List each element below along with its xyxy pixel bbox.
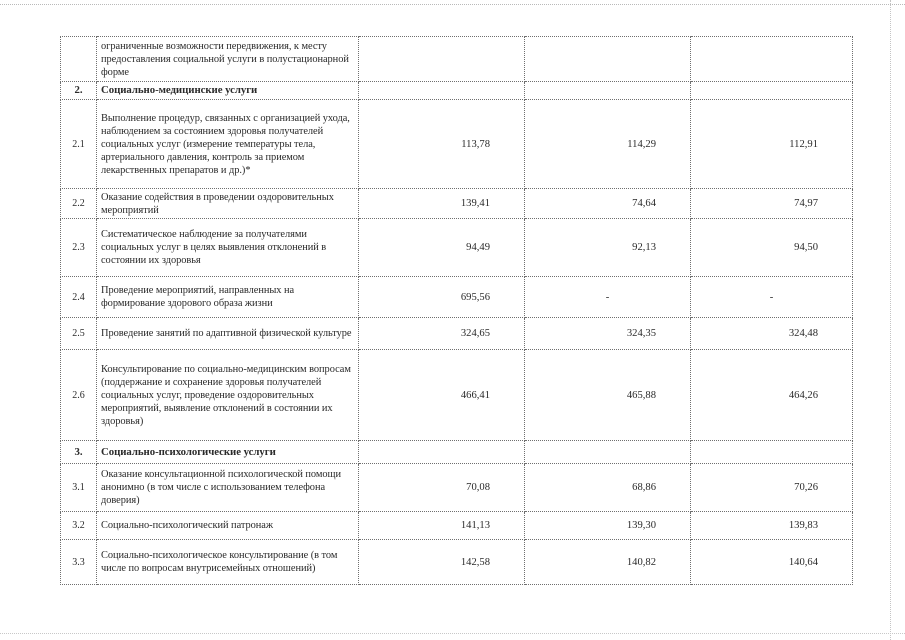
section-row (61, 82, 853, 100)
row-number: 2.5 (61, 318, 97, 350)
value-col-2 (525, 37, 691, 82)
table-row (61, 100, 853, 189)
value-col-2: 139,30 (525, 512, 691, 540)
value-col-3: 112,91 (691, 100, 853, 189)
table-row (61, 318, 853, 350)
service-name: Оказание консультационной психологической помощи анонимно (в том числе с использованием телефона доверия) (97, 464, 359, 512)
page-edge-top (0, 4, 905, 5)
row-number: 3.1 (61, 464, 97, 512)
value-col-1 (359, 441, 525, 464)
value-col-1: 113,78 (359, 100, 525, 189)
service-name: Выполнение процедур, связанных с организацией ухода, наблюдением за состоянием здоровья получателей социальных услуг (измерение температуры тела, артериального давления, контроль за приемом лекарственных препаратов и др.)* (97, 100, 359, 189)
value-col-3 (691, 82, 853, 100)
row-number: 2.6 (61, 350, 97, 441)
value-col-2: 114,29 (525, 100, 691, 189)
section-title: Социально-психологические услуги (97, 441, 359, 464)
value-col-1: 141,13 (359, 512, 525, 540)
value-col-1 (359, 82, 525, 100)
row-number (61, 37, 97, 82)
row-number: 3.3 (61, 540, 97, 585)
value-col-3: 324,48 (691, 318, 853, 350)
section-number: 3. (61, 441, 97, 464)
value-col-1: 466,41 (359, 350, 525, 441)
value-col-1: 695,56 (359, 277, 525, 318)
row-number: 2.3 (61, 219, 97, 277)
value-col-2: 324,35 (525, 318, 691, 350)
value-col-1 (359, 37, 525, 82)
value-col-3 (691, 441, 853, 464)
value-col-3: 140,64 (691, 540, 853, 585)
value-col-3: 94,50 (691, 219, 853, 277)
service-name: Социально-психологический патронаж (97, 512, 359, 540)
table-row (61, 219, 853, 277)
value-col-3: 464,26 (691, 350, 853, 441)
value-col-2: 74,64 (525, 189, 691, 219)
table-row (61, 512, 853, 540)
service-name: Проведение мероприятий, направленных на формирование здорового образа жизни (97, 277, 359, 318)
table-row (61, 540, 853, 585)
value-col-1: 70,08 (359, 464, 525, 512)
row-number: 2.2 (61, 189, 97, 219)
value-col-2 (525, 441, 691, 464)
row-number: 3.2 (61, 512, 97, 540)
value-col-2: - (525, 277, 691, 318)
value-col-3: 70,26 (691, 464, 853, 512)
table-row (61, 464, 853, 512)
value-col-2: 465,88 (525, 350, 691, 441)
value-col-2: 140,82 (525, 540, 691, 585)
table-row (61, 37, 853, 82)
service-name: Оказание содействия в проведении оздоровительных мероприятий (97, 189, 359, 219)
table-row (61, 350, 853, 441)
value-col-1: 142,58 (359, 540, 525, 585)
table-row (61, 189, 853, 219)
value-col-2: 68,86 (525, 464, 691, 512)
value-col-2: 92,13 (525, 219, 691, 277)
service-name: Систематическое наблюдение за получателями социальных услуг в целях выявления отклонений в состоянии их здоровья (97, 219, 359, 277)
section-title: Социально-медицинские услуги (97, 82, 359, 100)
value-col-1: 139,41 (359, 189, 525, 219)
service-name: ограниченные возможности передвижения, к месту предоставления социальной услуги в полустационарной форме (97, 37, 359, 82)
value-col-1: 324,65 (359, 318, 525, 350)
value-col-3 (691, 37, 853, 82)
value-col-3: - (691, 277, 853, 318)
row-number: 2.4 (61, 277, 97, 318)
row-number: 2.1 (61, 100, 97, 189)
value-col-3: 74,97 (691, 189, 853, 219)
page-edge-bottom (0, 633, 905, 634)
value-col-2 (525, 82, 691, 100)
section-number: 2. (61, 82, 97, 100)
value-col-1: 94,49 (359, 219, 525, 277)
service-name: Социально-психологическое консультирование (в том числе по вопросам внутрисемейных отношений) (97, 540, 359, 585)
service-name: Консультирование по социально-медицинским вопросам (поддержание и сохранение здоровья получателей социальных услуг, проведение оздоровительных мероприятий, выявление отклонений в состоянии их здоровья) (97, 350, 359, 441)
service-name: Проведение занятий по адаптивной физической культуре (97, 318, 359, 350)
social-services-tariff-table (60, 36, 853, 585)
section-row (61, 441, 853, 464)
page-edge-right (890, 0, 891, 640)
table-row (61, 277, 853, 318)
value-col-3: 139,83 (691, 512, 853, 540)
